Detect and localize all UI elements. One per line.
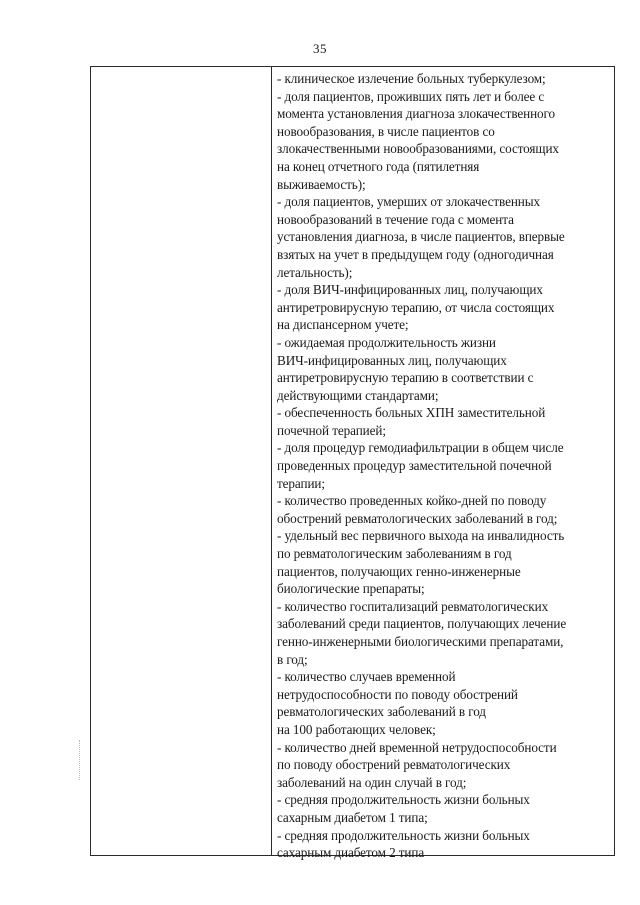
text-line: антиретровирусную терапию в соответствии с (277, 370, 534, 386)
text-line: злокачественными новообразованиями, состоящих (277, 141, 559, 157)
text-line: установления диагноза, в числе пациентов, впервые (277, 229, 565, 245)
margin-mark (79, 740, 81, 780)
text-line: - доля пациентов, умерших от злокачественных (277, 194, 541, 210)
text-line: антиретровирусную терапию, от числа состоящих (277, 299, 555, 315)
text-line: - удельный вес первичного выхода на инвалидность (277, 528, 565, 544)
page-number: 35 (313, 41, 327, 56)
text-line: заболеваний среди пациентов, получающих лечение (277, 616, 567, 632)
text-line: - обеспеченность больных ХПН заместительной (277, 405, 546, 421)
text-line: - доля ВИЧ-инфицированных лиц, получающих (277, 282, 543, 298)
text-line: биологические препараты; (277, 581, 425, 597)
text-line: почечной терапией; (277, 422, 386, 438)
text-line: нетрудоспособности по поводу обострений (277, 686, 518, 702)
text-line: - средняя продолжительность жизни больных (277, 827, 530, 843)
text-line: летальность); (277, 264, 353, 280)
text-line: новообразований в течение года с момента (277, 211, 514, 227)
column-divider (271, 67, 272, 855)
text-line: - клиническое излечение больных туберкулезом; (277, 71, 546, 86)
text-line: в год; (277, 651, 308, 667)
text-line: момента установления диагноза злокачественного (277, 106, 556, 122)
text-line: - количество случаев временной (277, 669, 456, 685)
text-line: - ожидаемая продолжительность жизни (277, 334, 496, 350)
text-line: новообразования, в числе пациентов со (277, 123, 495, 139)
text-line: - доля пациентов, проживших пять лет и более с (277, 88, 545, 104)
text-line: пациентов, получающих генно-инженерные (277, 563, 521, 579)
text-line: действующими стандартами; (277, 387, 439, 403)
text-line: выживаемость); (277, 176, 366, 192)
text-line: ВИЧ-инфицированных лиц, получающих (277, 352, 507, 368)
text-line: - количество дней временной нетрудоспособности (277, 739, 557, 755)
text-line: по поводу обострений ревматологических (277, 757, 511, 773)
text-line: - доля процедур гемодиафильтрации в общем числе (277, 440, 564, 456)
text-line: - количество проведенных койко-дней по поводу (277, 493, 547, 509)
text-line: терапии; (277, 475, 325, 491)
text-line: по ревматологическим заболеваниям в год (277, 546, 512, 562)
text-line: заболеваний на один случай в год; (277, 774, 467, 790)
text-line: взятых на учет в предыдущем году (одногодичная (277, 246, 554, 262)
text-line: - средняя продолжительность жизни больных (277, 792, 530, 808)
text-line: на конец отчетного года (пятилетняя (277, 158, 480, 174)
right-cell (277, 70, 613, 862)
text-line: на 100 работающих человек; (277, 721, 436, 737)
text-line: сахарным диабетом 2 типа (277, 845, 425, 861)
text-line: обострений ревматологических заболеваний в год; (277, 510, 558, 526)
text-line: сахарным диабетом 1 типа; (277, 809, 428, 825)
text-line: генно-инженерными биологическими препаратами, (277, 634, 564, 649)
text-line: проведенных процедур заместительной почечной (277, 458, 552, 474)
document-table (90, 66, 615, 861)
text-line: ревматологических заболеваний в год (277, 704, 486, 720)
text-line: на диспансерном учете; (277, 317, 409, 333)
text-line: - количество госпитализаций ревматологических (277, 598, 549, 614)
